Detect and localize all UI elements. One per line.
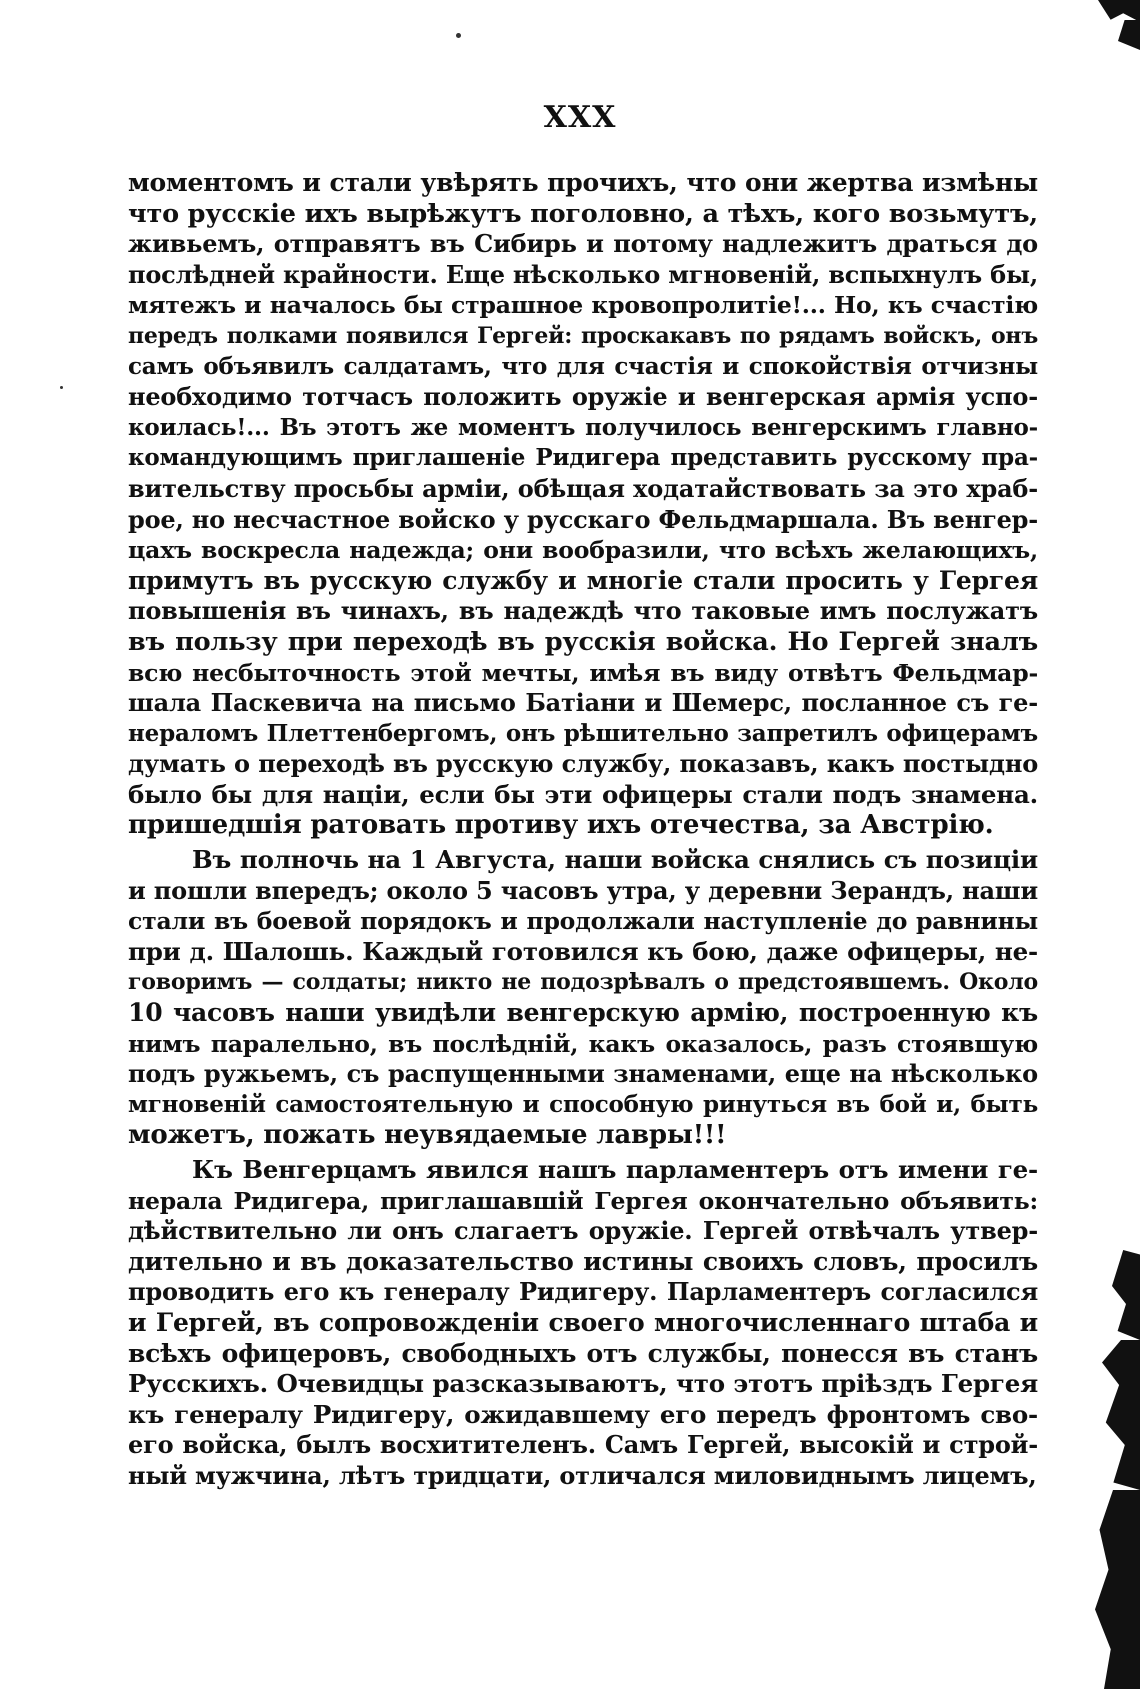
text-line: мятежъ и началось бы страшное кровопролитіе!... Но, къ счастію [128,291,1038,320]
text-line: дительно и въ доказательство истины своихъ словъ, просилъ [128,1246,1038,1276]
text-line: дѣйствительно ли онъ слагаетъ оружіе. Гергей отвѣчалъ утвер- [128,1216,1038,1246]
page-number: XXX [543,100,617,135]
text-line: передъ полками появился Гергей: проскакавъ по рядамъ войскъ, онъ [128,322,1038,349]
text-line: всѣхъ офицеровъ, свободныхъ отъ службы, понесся въ станъ [128,1338,1038,1368]
text-line: можетъ, пожать неувядаемые лавры!!! [128,1120,727,1151]
text-line: вительству просьбы арміи, обѣщая ходатайствовать за это храб- [128,473,1038,503]
left-margin-speck [60,386,63,389]
paragraph [128,845,1038,1151]
text-line: говоримъ — солдаты; никто не подозрѣвалъ о предстоявшемъ. Около [128,969,1038,996]
text-line: было бы для націи, если бы эти офицеры стали подъ знамена. [128,779,1038,809]
text-line: послѣдней крайности. Еще нѣсколько мгновеній, вспыхнулъ бы, [128,259,1038,289]
text-line: проводить его къ генералу Ридигеру. Парламентеръ согласился [128,1277,1038,1307]
text-line: цахъ воскресла надежда; они вообразили, что всѣхъ желающихъ, [128,536,1038,565]
text-line: пришедшія ратовать противу ихъ отечества, за Австрію. [128,810,994,841]
text-line: его войска, былъ восхитителенъ. Самъ Гергей, высокій и строй- [128,1430,1038,1460]
text-line: Къ Венгерцамъ явился нашъ парламентеръ отъ имени ге- [192,1155,1038,1184]
text-line: 10 часовъ наши увидѣли венгерскую армію, построенную къ [128,998,1038,1028]
text-line: мгновеній самостоятельную и способную ринуться въ бой и, быть [128,1090,1038,1118]
text-line: думать о переходѣ въ русскую службу, показавъ, какъ постыдно [128,749,1038,779]
text-line: шала Паскевича на письмо Батіани и Шемерс, посланное съ ге- [128,688,1038,718]
text-line: въ пользу при переходѣ въ русскія войска. Но Гергей зналъ [128,626,1038,657]
text-line: рое, но несчастное войско у русскаго Фельдмаршала. Въ венгер- [128,504,1038,534]
top-speck [456,33,461,38]
text-line: къ генералу Ридигеру, ожидавшему его передъ фронтомъ сво- [128,1399,1038,1429]
text-line: повышенія въ чинахъ, въ надеждѣ что таковые имъ послужатъ [128,596,1038,626]
text-line: нимъ паралельно, въ послѣдній, какъ оказалось, разъ стоявшую [128,1029,1038,1058]
text-line: примутъ въ русскую службу и многіе стали просить у Гергея [128,565,1038,595]
text-line: самъ объявилъ салдатамъ, что для счастія и спокойствія отчизны [128,352,1038,380]
text-line: ный мужчина, лѣтъ тридцати, отличался миловиднымъ лицемъ, [128,1460,1037,1490]
text-line: всю несбыточность этой мечты, имѣя въ виду отвѣтъ Фельдмар- [128,658,1038,687]
text-line: нерала Ридигера, приглашавшій Гергея окончательно объявить: [128,1186,1038,1215]
body-text [128,168,1038,1492]
text-line: подъ ружьемъ, съ распущенными знаменами, еще на нѣсколько [128,1059,1038,1089]
text-line: и пошли впередъ; около 5 часовъ утра, у деревни Зерандъ, наши [128,875,1038,905]
paragraph [128,1155,1038,1492]
text-line: Въ полночь на 1 Августа, наши войска снялись съ позиціи [192,845,1038,875]
text-line: что русскіе ихъ вырѣжутъ поголовно, а тѣхъ, кого возьмутъ, [128,198,1038,229]
text-line: необходимо тотчасъ положить оружіе и венгерская армія успо- [128,382,1038,412]
text-line: и Гергей, въ сопровожденіи своего многочисленнаго штаба и [128,1307,1038,1337]
text-line: Русскихъ. Очевидцы разсказываютъ, что этотъ пріѣздъ Гергея [128,1369,1038,1399]
text-line: при д. Шалошь. Каждый готовился къ бою, даже офицеры, не- [128,936,1038,966]
text-line: нераломъ Плеттенбергомъ, онъ рѣшительно запретилъ офицерамъ [128,719,1038,747]
text-line: коилась!... Въ этотъ же моментъ получилось венгерскимъ главно- [128,413,1038,441]
text-line: командующимъ приглашеніе Ридигера представить русскому пра- [128,444,1038,472]
text-line: живьемъ, отправятъ въ Сибирь и потому надлежитъ драться до [128,229,1038,259]
text-line: стали въ боевой порядокъ и продолжали наступленіе до равнины [128,907,1038,936]
paragraph [128,168,1038,841]
text-line: моментомъ и стали увѣрять прочихъ, что они жертва измѣны [128,168,1038,197]
